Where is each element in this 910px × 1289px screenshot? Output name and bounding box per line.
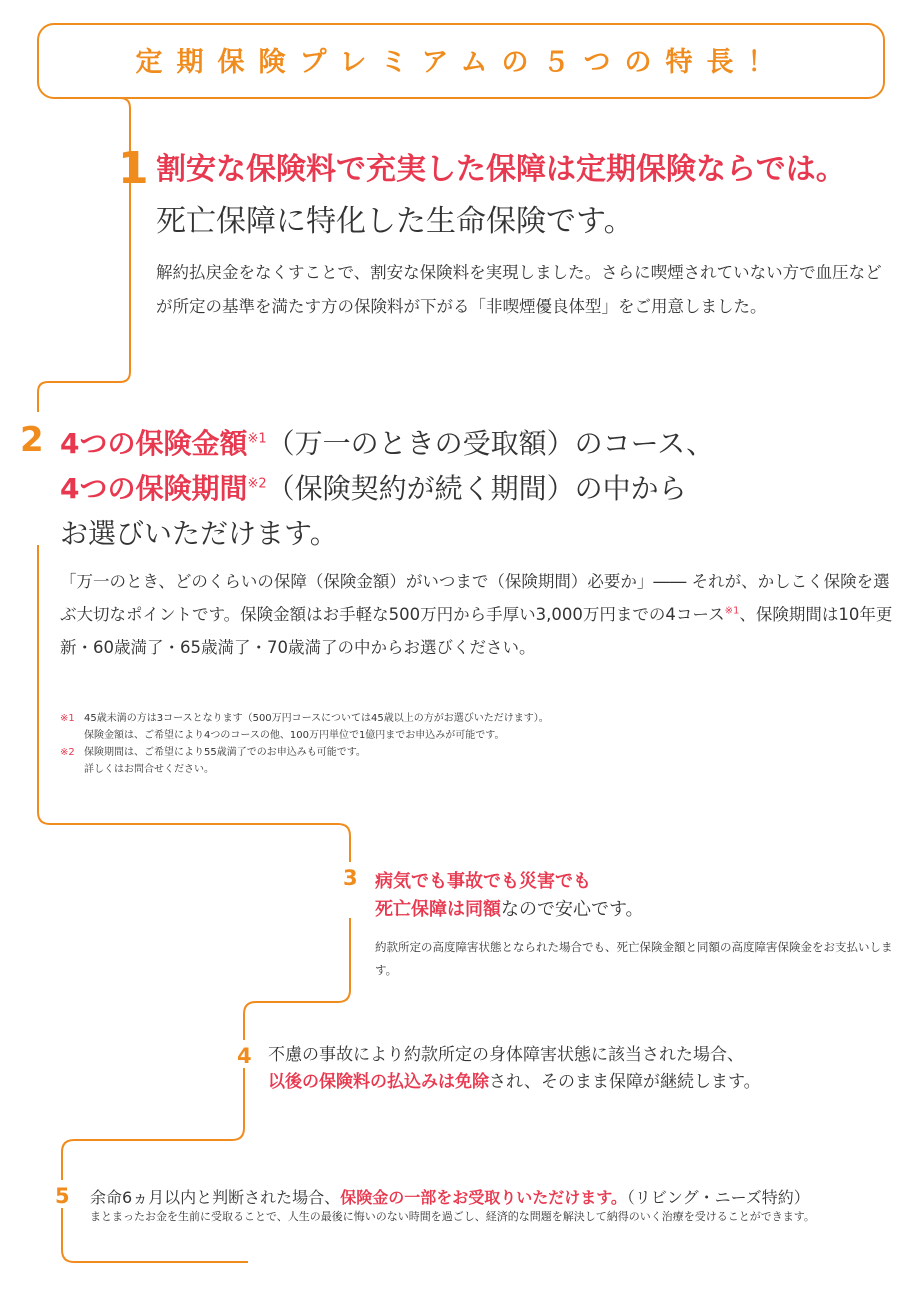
feature5-line1-a: 余命6ヵ月以内と判断された場合、 bbox=[90, 1188, 341, 1207]
feature2-number: 2 bbox=[20, 420, 44, 460]
feature4-number: 4 bbox=[237, 1044, 252, 1068]
feature4-line1: 不慮の事故により約款所定の身体障害状態に該当された場合、 bbox=[268, 1045, 744, 1065]
feature3-headline bbox=[375, 868, 644, 924]
feature3-line1: 病気でも事故でも災害でも bbox=[375, 871, 591, 892]
feature2-body bbox=[60, 565, 895, 664]
feature2-line2 bbox=[60, 467, 687, 507]
note-1-line1: 45歳未満の方は3コースとなります（500万円コースについては45歳以上の方がお選びいただけます）。 bbox=[84, 713, 549, 724]
feature2-line1 bbox=[60, 422, 714, 462]
feature4-line2-rest: され、そのまま保障が継続します。 bbox=[489, 1072, 761, 1093]
feature2-body-b: 、保険期間は10年更新・60歳満了・65歳満了・70歳満了の中からお選びください。 bbox=[60, 605, 893, 657]
feature2-line1-mark: ※1 bbox=[247, 431, 267, 447]
feature2-line2-rest: （保険契約が続く期間）の中から bbox=[266, 472, 687, 505]
feature2-notes bbox=[60, 710, 890, 778]
note-2-line1: 保険期間は、ご希望により55歳満了でのお申込みも可能です。 bbox=[84, 747, 366, 758]
note-1-mark: ※1 bbox=[60, 713, 75, 724]
feature2-line1-em: 4つの保険金額 bbox=[60, 427, 248, 460]
note-2 bbox=[60, 744, 890, 761]
feature2-body-a: 「万一のとき、どのくらいの保障（保険金額）がいつまで（保険期間）必要か」―― それが、かしこく保険を選ぶ大切なポイントです。保険金額はお手軽な500万円から手厚い3,000万円までの4コース bbox=[60, 572, 890, 624]
feature3-line2-rest: なので安心です。 bbox=[501, 898, 644, 920]
feature1-subheadline: 死亡保障に特化した生命保険です。 bbox=[156, 204, 634, 239]
note-1 bbox=[60, 710, 890, 727]
feature5-line1-em: 保険金の一部をお受取りいただけます。 bbox=[340, 1188, 627, 1207]
feature5-line1-b: （リビング・ニーズ特約） bbox=[626, 1188, 810, 1207]
feature5-line1 bbox=[90, 1185, 810, 1208]
feature3-body: 約款所定の高度障害状態となられた場合でも、死亡保険金額と同額の高度障害保険金をお支払いします。 bbox=[375, 940, 893, 977]
feature1-number: 1 bbox=[118, 143, 149, 194]
feature3-line2-em: 死亡保障は同額 bbox=[375, 898, 501, 920]
feature1-body: 解約払戻金をなくすことで、割安な保険料を実現しました。さらに喫煙されていない方で血圧などが所定の基準を満たす方の保険料が下がる「非喫煙優良体型」をご用意しました。 bbox=[156, 263, 882, 316]
feature4-line2-em: 以後の保険料の払込みは免除 bbox=[268, 1072, 489, 1093]
feature3-number: 3 bbox=[343, 866, 358, 890]
feature2-line2-mark: ※2 bbox=[247, 476, 267, 492]
note-1-line2: 保険金額は、ご希望により4つのコースの他、100万円単位で1億円までお申込みが可能です。 bbox=[84, 730, 505, 741]
note-2-mark: ※2 bbox=[60, 747, 75, 758]
feature4-text bbox=[268, 1042, 761, 1096]
feature2-body-mark: ※1 bbox=[724, 605, 740, 617]
feature2-line1-rest: （万一のときの受取額）のコース、 bbox=[266, 427, 715, 460]
feature2-line3: お選びいただけます。 bbox=[60, 517, 338, 550]
feature2-line2-em: 4つの保険期間 bbox=[60, 472, 248, 505]
note-2-line2: 詳しくはお問合せください。 bbox=[84, 764, 214, 775]
feature5-number: 5 bbox=[55, 1184, 70, 1208]
feature5-line2: まとまったお金を生前に受取ることで、人生の最後に悔いのない時間を過ごし、経済的な問題を解決して納得のいく治療を受けることができます。 bbox=[90, 1210, 815, 1223]
feature1-headline: 割安な保険料で充実した保障は定期保険ならでは。 bbox=[156, 152, 846, 187]
page-title: 定期保険プレミアムの５つの特長！ bbox=[135, 47, 789, 78]
